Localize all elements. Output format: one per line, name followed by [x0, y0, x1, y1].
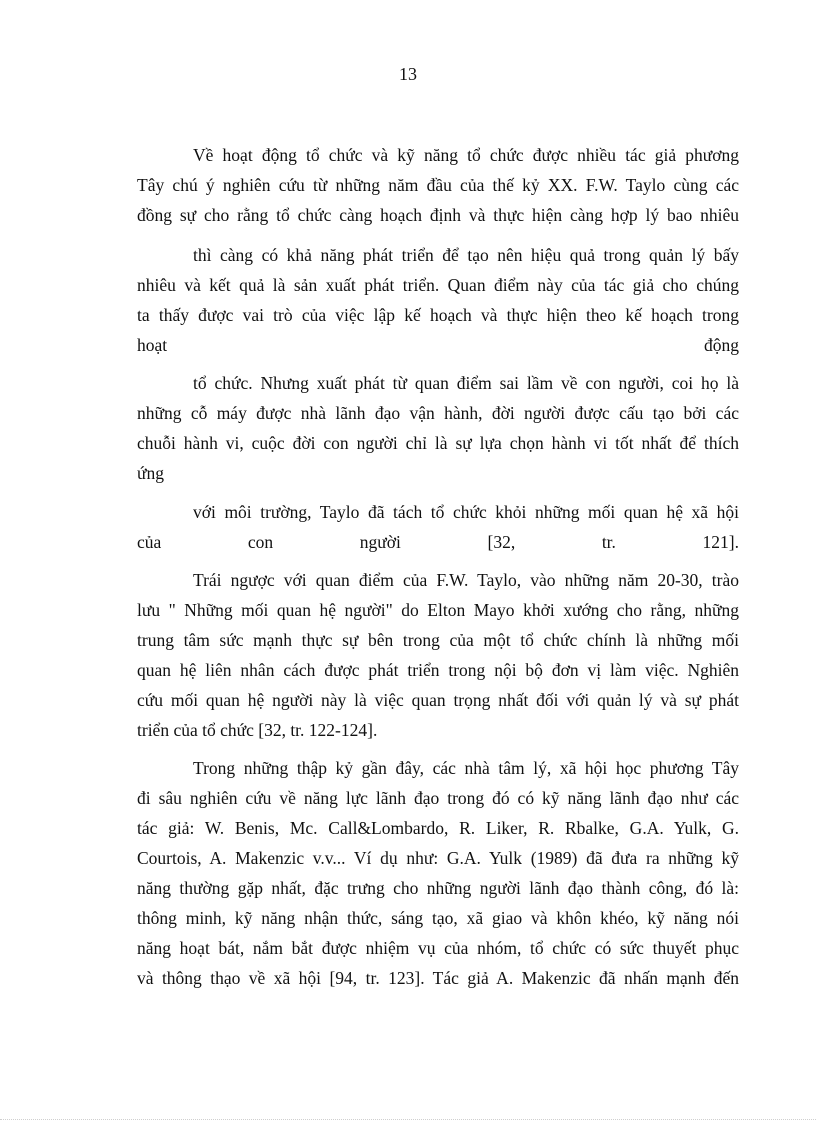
text-line: thông minh, kỹ năng nhận thức, sáng tạo, xã giao và khôn khéo, kỹ năng nói	[137, 908, 739, 928]
text-line: ứng	[137, 463, 164, 483]
text-line: với môi trường, Taylo đã tách tổ chức khỏi những mối quan hệ xã hội	[193, 502, 739, 522]
text-line: triển của tổ chức [32, tr. 122-124].	[137, 720, 378, 740]
text-line: Trong những thập kỷ gần đây, các nhà tâm lý, xã hội học phương Tây	[193, 758, 739, 778]
text-line: và thông thạo về xã hội [94, tr. 123]. Tác giả A. Makenzic đã nhấn mạnh đến	[137, 968, 739, 988]
text-line: quan hệ liên nhân cách được phát triển trong nội bộ đơn vị làm việc. Nghiên	[137, 660, 739, 680]
text-line: những cỗ máy được nhà lãnh đạo vận hành, đời người được cấu tạo bởi các	[137, 403, 739, 423]
text-line: ta thấy được vai trò của việc lập kế hoạch và thực hiện theo kế hoạch trong	[137, 305, 739, 325]
text-line: chuỗi hành vi, cuộc đời con người chỉ là sự lựa chọn hành vi tốt nhất để thích	[137, 433, 739, 453]
text-line: Courtois, A. Makenzic v.v... Ví dụ như: G.A. Yulk (1989) đã đưa ra những kỹ	[137, 848, 739, 868]
text-line: nhiêu và kết quả là sản xuất phát triển. Quan điểm này của tác giả cho chúng	[137, 275, 739, 295]
text-line: Trái ngược với quan điểm của F.W. Taylo, vào những năm 20-30, trào	[193, 570, 739, 590]
text-line: năng hoạt bát, nắm bắt được nhiệm vụ của nhóm, tổ chức có sức thuyết phục	[137, 938, 739, 958]
text-line: của con người [32, tr. 121].	[137, 532, 739, 552]
text-line: tổ chức. Nhưng xuất phát từ quan điểm sai lầm về con người, coi họ là	[193, 373, 739, 393]
text-line: Tây chú ý nghiên cứu từ những năm đầu của thế kỷ XX. F.W. Taylo cùng các	[137, 175, 739, 195]
text-line: Về hoạt động tổ chức và kỹ năng tổ chức được nhiều tác giả phương	[193, 145, 739, 165]
text-line: năng thường gặp nhất, đặc trưng cho những người lãnh đạo thành công, đó là:	[137, 878, 739, 898]
text-line: cứu mối quan hệ người này là việc quan trọng nhất đối với quản lý và sự phát	[137, 690, 739, 710]
page-number: 13	[399, 64, 417, 84]
text-line: lưu " Những mối quan hệ người" do Elton Mayo khởi xướng cho rằng, những	[137, 600, 739, 620]
text-line: trung tâm sức mạnh thực sự bên trong của một tổ chức chính là những mối	[137, 630, 739, 650]
text-line: đi sâu nghiên cứu về năng lực lãnh đạo trong đó có kỹ năng lãnh đạo như các	[137, 788, 739, 808]
text-line: tác giả: W. Benis, Mc. Call&Lombardo, R. Liker, R. Rbalke, G.A. Yulk, G.	[137, 818, 739, 838]
text-line: đồng sự cho rằng tổ chức càng hoạch định và thực hiện càng hợp lý bao nhiêu	[137, 205, 739, 225]
text-line: thì càng có khả năng phát triển để tạo nên hiệu quả trong quản lý bấy	[193, 245, 739, 265]
text-line: hoạt động	[137, 335, 739, 355]
page-border-divider	[0, 1119, 816, 1120]
